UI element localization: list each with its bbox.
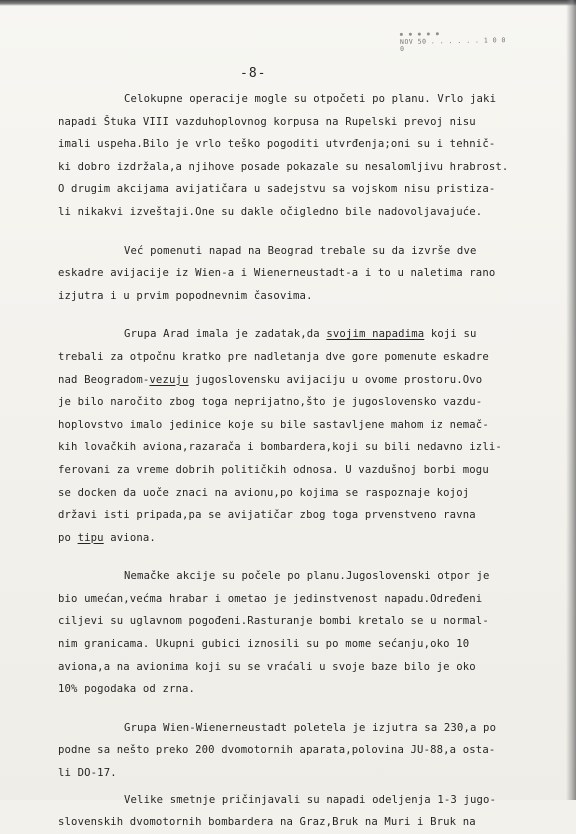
- text-line: državi isti pripada,pa se avijatičar zbog toga prvenstveno ravna: [58, 509, 476, 522]
- text-line: nad Beogradom-vezuju jugoslovensku avijaciju u ovome prostoru.Ovo: [58, 373, 483, 386]
- text-line: Grupa Arad imala je zadatak,da svojim napadima koji su: [124, 328, 477, 341]
- text-line: li DO-17.: [58, 767, 117, 780]
- scan-edge-top: [0, 0, 576, 6]
- archive-stamp-text: NOV 50 . . . . . . 1 0 0 0: [399, 36, 506, 53]
- text-line: hoplovstvo imalo jedinice koje su bile sastavljene mahom iz nemač-: [58, 418, 489, 431]
- text-line: ciljevi su uglavnom pogođeni.Rasturanje bombi kretalo se u normal-: [58, 615, 489, 628]
- text-line: nim granicama. Ukupni gubici iznosili su po mome sećanju,oko 10: [58, 638, 470, 651]
- paragraph-gap: [58, 701, 536, 717]
- text-line: po tipu aviona.: [58, 531, 156, 544]
- text-line: li nikakvi izveštaji.One su dakle očigledno bile nadovoljavajuće.: [58, 205, 483, 218]
- paragraph: [58, 240, 536, 308]
- paragraph-gap: [58, 307, 536, 323]
- text-line: Nemačke akcije su počele po planu.Jugoslovenski otpor je: [124, 570, 490, 583]
- paragraph: [58, 717, 536, 785]
- text-line: ferovani za vreme dobrih političkih odnosa. U vazdušnoj borbi mogu: [58, 463, 489, 476]
- text-line: imali uspeha.Bilo je vrlo teško pogoditi utvrđenja;oni su i tehnič-: [58, 138, 496, 151]
- paragraph-gap: [58, 224, 536, 240]
- scan-edge-right: [566, 0, 576, 800]
- paragraph: [58, 789, 536, 834]
- text-line: aviona,a na avionima koji su se vraćali u svoje baze bilo je oko: [58, 660, 476, 673]
- paragraph: [58, 565, 536, 701]
- text-line: napadi Štuka VIII vazduhoplovnog korpusa na Rupelski prevoj nisu: [58, 115, 476, 128]
- text-line: eskadre avijacije iz Wien-a i Wienerneustadt-a i to u naletima rano: [58, 267, 496, 280]
- text-line: Velike smetnje pričinjavali su napadi odeljenja 1-3 jugo-: [124, 793, 497, 806]
- text-line: Grupa Wien-Wienerneustadt poletela je izjutra sa 230,a po: [124, 721, 497, 734]
- text-line: Celokupne operacije mogle su otpočeti po planu. Vrlo jaki: [124, 93, 497, 105]
- paragraph: [58, 323, 536, 549]
- text-line: podne sa nešto preko 200 dvomotornih aparata,polovina JU-88,a osta-: [58, 744, 496, 757]
- text-line: bio umećan,većma hrabar i ometao je jedinstvenost napadu.Određeni: [58, 592, 483, 605]
- text-line: kih lovačkih aviona,razarača i bombardera,koji su bili nedavno izli-: [58, 441, 502, 454]
- paragraph: [58, 88, 536, 224]
- text-line: 10% pogodaka od zrna.: [58, 683, 196, 696]
- text-line: slovenskih dvomotornih bombardera na Graz,Bruk na Muri i Bruk na: [58, 816, 476, 829]
- text-line: O drugim akcijama avijatičara u sadejstvu sa vojskom nisu pristiza-: [58, 183, 496, 196]
- text-line: je bilo naročito zbog toga neprijatno,što je jugoslovensko vazdu-: [58, 396, 483, 409]
- text-line: se docken da uoče znaci na avionu,po kojima se raspoznaje kojoj: [58, 486, 470, 499]
- page-number: -8-: [240, 66, 267, 81]
- text-line: ki dobro izdržala,a njihove posade pokazale su nesalomljivu hrabrost.: [58, 160, 509, 173]
- text-line: izjutra i u prvim popodnevnim časovima.: [58, 289, 313, 302]
- text-line: trebali za otpočnu kratko pre nadletanja dve gore pomenute eskadre: [58, 350, 489, 363]
- text-line: Već pomenuti napad na Beograd trebale su da izvrše dve: [124, 244, 477, 257]
- archive-stamp: [400, 29, 510, 53]
- paragraph-gap: [58, 549, 536, 565]
- document-body: [58, 88, 536, 834]
